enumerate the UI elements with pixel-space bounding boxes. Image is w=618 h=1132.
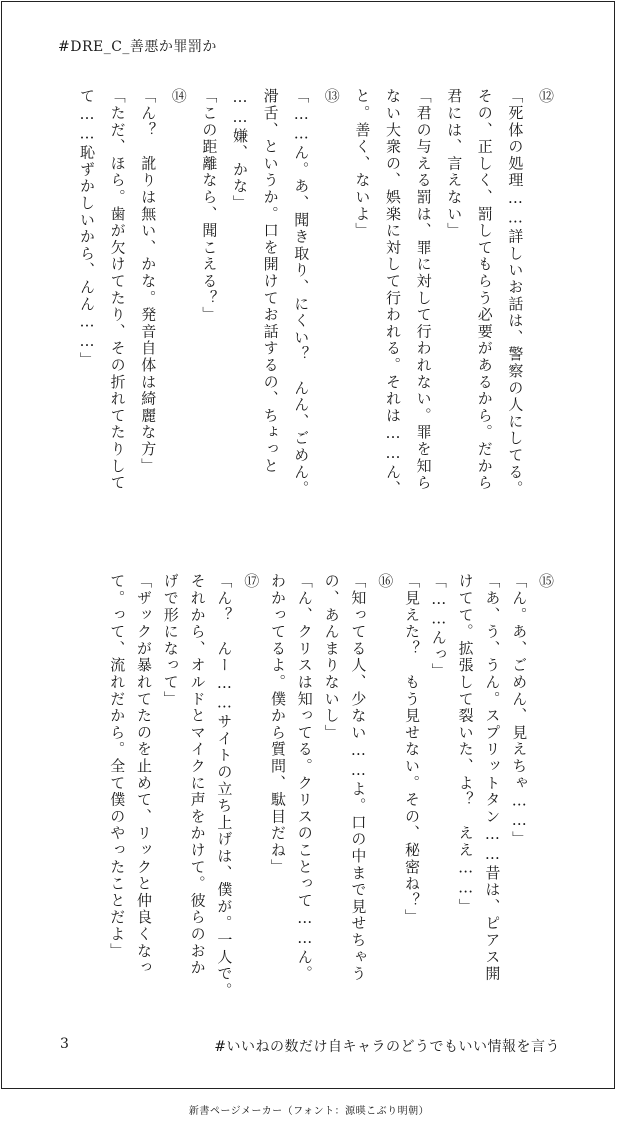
text-column xyxy=(324,573,339,741)
text-column xyxy=(385,88,400,497)
text-line: げで形になって」 xyxy=(161,573,180,708)
text-column xyxy=(297,573,312,982)
text-line: ない大衆の、娯楽に対して行われる。それは……ん、 xyxy=(384,88,402,498)
text-column xyxy=(263,88,278,474)
text-line: わかってるよ。僕から質問、駄目だね」 xyxy=(269,573,287,876)
text-line: ⑮ xyxy=(537,573,555,590)
text-line: ⑫ xyxy=(537,88,555,105)
text-line: けてて。拡張して裂いた、よ？ ええ……」 xyxy=(456,573,475,915)
text-line: 「この距離なら、聞こえる？」 xyxy=(200,88,219,324)
text-column xyxy=(242,573,261,590)
text-column xyxy=(324,88,339,105)
text-column xyxy=(139,88,158,475)
text-line: と。善く、ないよ」 xyxy=(353,88,372,240)
text-line: 「ん、クリスは知ってる。クリスのことって……ん。 xyxy=(295,573,314,983)
text-column xyxy=(171,88,186,105)
text-line: 滑舌、というか。口を開けてお話するの、ちょっと xyxy=(261,88,280,475)
text-column xyxy=(349,573,368,983)
text-line: 「……ん。あ、聞き取り、にくい？ んん、ごめん。 xyxy=(292,88,311,498)
text-line: の、あんまりないし」 xyxy=(322,573,341,741)
header-hashtag: #DRE_C_善悪か罪罰か xyxy=(58,39,217,55)
text-column xyxy=(292,88,311,498)
generator-credit: 新書ページメーカー（フォント：源暎こぶり明朝） xyxy=(188,1106,430,1117)
text-column xyxy=(506,88,525,498)
text-column xyxy=(458,573,473,915)
text-line: 「ただ、ほら。歯が欠けてたり、その折れてたりして xyxy=(108,88,127,492)
text-column xyxy=(110,88,125,491)
text-column xyxy=(353,88,372,240)
text-column xyxy=(431,573,446,680)
text-column xyxy=(416,88,431,491)
text-column xyxy=(163,573,178,707)
text-column xyxy=(108,573,127,960)
text-column xyxy=(538,573,553,590)
text-line: 君には、言えない」 xyxy=(445,88,464,240)
text-line: ⑭ xyxy=(169,88,188,105)
text-line: ⑬ xyxy=(322,88,341,105)
text-line: て……恥ずかしいから、んん……」 xyxy=(78,88,96,369)
text-column xyxy=(270,573,285,875)
text-line: て。って、流れだから。全て僕のやったことだよ」 xyxy=(108,573,127,960)
text-line: 「死体の処理……詳しいお話は、警察の人にしてる。 xyxy=(506,88,525,498)
text-column xyxy=(510,573,529,848)
page-number: 3 xyxy=(60,1036,69,1052)
text-line: 「ん？ んー……サイトの立ち上げは、僕が。一人で。 xyxy=(215,573,234,999)
text-line: 「ザックが暴れてたのを止めて、リックと仲良くなっ xyxy=(135,573,153,977)
text-line: ……嫌、かな」 xyxy=(231,88,249,212)
text-column xyxy=(136,573,151,976)
text-column xyxy=(232,88,247,212)
text-line: 「……んっ」 xyxy=(429,573,448,680)
text-line: 「ん。あ、ごめん、見えちゃ……」 xyxy=(510,573,529,848)
text-column xyxy=(477,88,492,491)
text-line: 「君の与える罰は、罪に対して行われない。罪を知ら xyxy=(414,88,433,492)
text-column xyxy=(404,573,419,926)
text-column xyxy=(538,88,553,105)
text-column xyxy=(376,573,395,590)
text-line: 「見えた？ もう見せない。その、秘密ね？」 xyxy=(403,573,421,926)
text-column xyxy=(215,573,234,999)
text-line: 「ん？ 訛りは無い、かな。発音自体は綺麗な方」 xyxy=(139,88,158,475)
text-column xyxy=(79,88,94,369)
text-column xyxy=(445,88,464,240)
text-column xyxy=(200,88,219,324)
text-line: ⑰ xyxy=(242,573,261,590)
text-column xyxy=(190,573,205,976)
text-line: 「知ってる人、少ない……よ。口の中まで見せちゃう xyxy=(349,573,368,983)
text-column xyxy=(483,573,502,983)
text-line: ⑯ xyxy=(376,573,395,590)
footer-hashtag: #いいねの数だけ自キャラのどうでもいい情報を言う xyxy=(214,1039,560,1055)
text-line: それから、オルドとマイクに声をかけて。彼らのおか xyxy=(188,573,207,977)
text-line: その、正しく、罰してもらう必要があるから。だから xyxy=(475,88,494,492)
text-line: 「あ、う、うん。スプリットタン……昔は、ピアス開 xyxy=(483,573,502,983)
